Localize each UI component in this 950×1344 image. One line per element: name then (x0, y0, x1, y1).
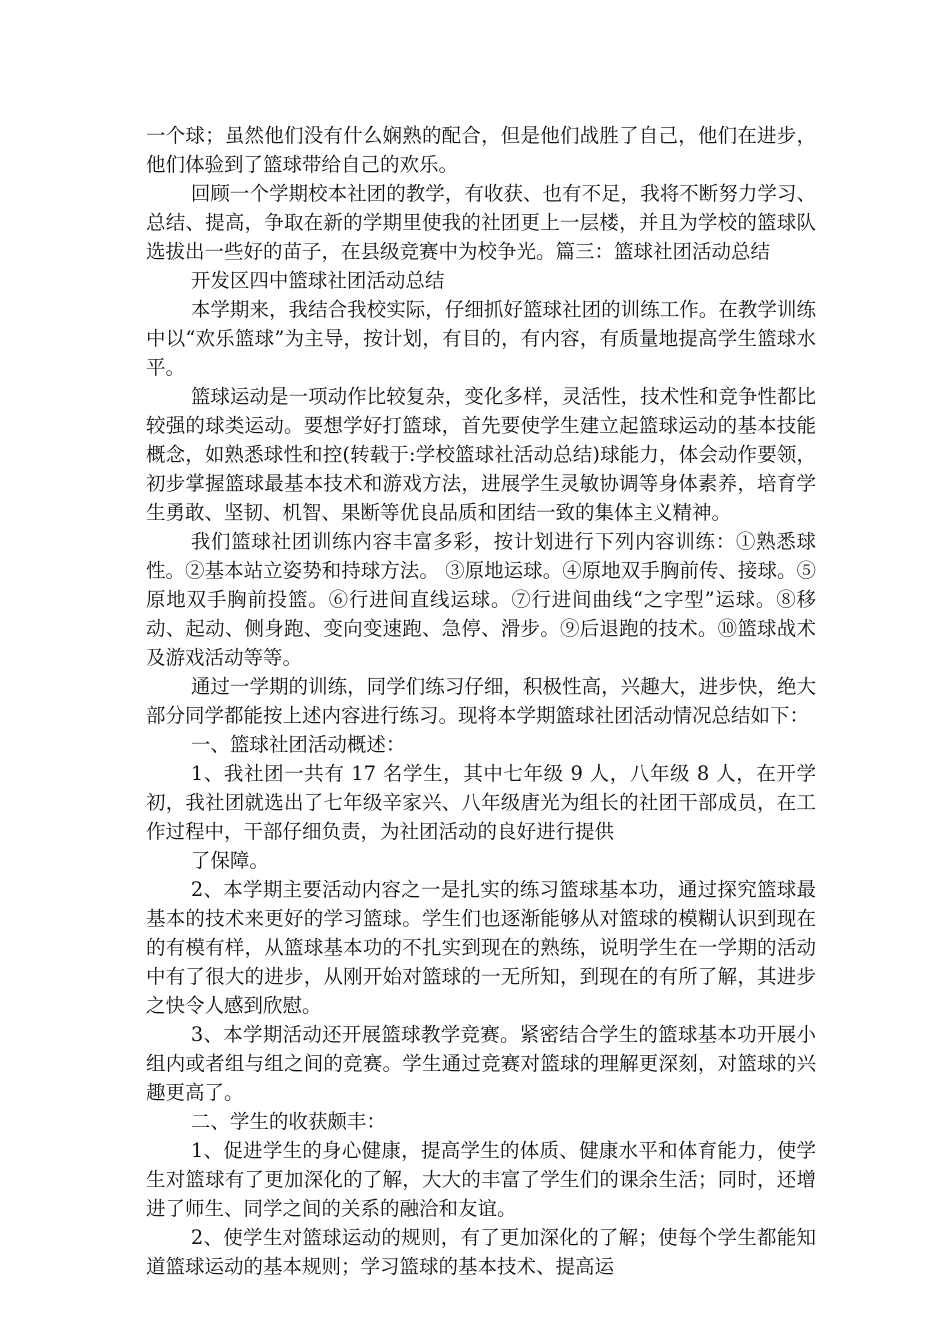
section-heading: 开发区四中篮球社团活动总结 (190, 269, 445, 292)
paragraph: 2、本学期主要活动内容之一是扎实的练习篮球基本功，通过探究篮球最基本的技术来更好的学习篮球。学生们也逐渐能够从对篮球的模糊认识到现在的有模有样，从篮球基本功的不扎实到现在的熟练，说明学生在一学期的活动中有了很大的进步，从刚开始对篮球的一无所知，到现在的有所了解，其进步之快令人感到欣慰。 (146, 878, 816, 1017)
paragraph: 我们篮球社团训练内容丰富多彩，按计划进行下列内容训练：①熟悉球性。②基本站立姿势和持球方法。 ③原地运球。④原地双手胸前传、接球。⑤原地双手胸前投篮。⑥行进间直线运球。⑦行进间曲线“之字型”运球。⑧移动、起动、侧身跑、变向变速跑、急停、滑步。⑨后退跑的技术。⑩篮球战术及游戏活动等等。 (146, 530, 816, 669)
paragraph: 1、我社团一共有 17 名学生，其中七年级 9 人，八年级 8 人，在开学初，我社团就选出了七年级辛家兴、八年级唐光为组长的社团干部成员，在工作过程中，干部仔细负责，为社团活动的良好进行提供 (146, 762, 816, 843)
paragraph: 一个球；虽然他们没有什么娴熟的配合，但是他们战胜了自己，他们在进步，他们体验到了篮球带给自己的欢乐。 (146, 124, 816, 176)
document-page (146, 121, 816, 1281)
paragraph: 篮球运动是一项动作比较复杂，变化多样，灵活性，技术性和竞争性都比较强的球类运动。要想学好打篮球，首先要使学生建立起篮球运动的基本技能概念，如熟悉球性和控(转载于:学校篮球社活动总结)球能力，体会动作要领，初步掌握篮球最基本技术和游戏方法，进展学生灵敏协调等身体素养，培育学生勇敢、坚韧、机智、果断等优良品质和团结一致的集体主义精神。 (146, 385, 816, 524)
section-heading: 一、篮球社团活动概述： (190, 733, 406, 756)
paragraph: 了保障。 (190, 849, 269, 872)
paragraph: 回顾一个学期校本社团的教学，有收获、也有不足，我将不断努力学习、总结、提高，争取在新的学期里使我的社团更上一层楼，并且为学校的篮球队选拔出一些好的苗子，在县级竞赛中为校争光。篇三：篮球社团活动总结 (146, 182, 816, 263)
paragraph: 通过一学期的训练，同学们练习仔细，积极性高，兴趣大，进步快，绝大部分同学都能按上述内容进行练习。现将本学期篮球社团活动情况总结如下： (146, 675, 816, 727)
paragraph: 本学期来，我结合我校实际，仔细抓好篮球社团的训练工作。在教学训练中以“欢乐篮球”为主导，按计划，有目的，有内容，有质量地提高学生篮球水平。 (146, 298, 816, 379)
paragraph: 3、本学期活动还开展篮球教学竞赛。紧密结合学生的篮球基本功开展小组内或者组与组之间的竞赛。学生通过竞赛对篮球的理解更深刻，对篮球的兴趣更高了。 (146, 1023, 816, 1104)
section-heading: 二、学生的收获颇丰： (190, 1110, 386, 1133)
paragraph: 2、使学生对篮球运动的规则，有了更加深化的了解；使每个学生都能知道篮球运动的基本规则；学习篮球的基本技术、提高运 (146, 1226, 816, 1278)
paragraph: 1、促进学生的身心健康，提高学生的体质、健康水平和体育能力，使学生对篮球有了更加深化的了解，大大的丰富了学生们的课余生活；同时，还增进了师生、同学之间的关系的融洽和友谊。 (146, 1139, 816, 1220)
